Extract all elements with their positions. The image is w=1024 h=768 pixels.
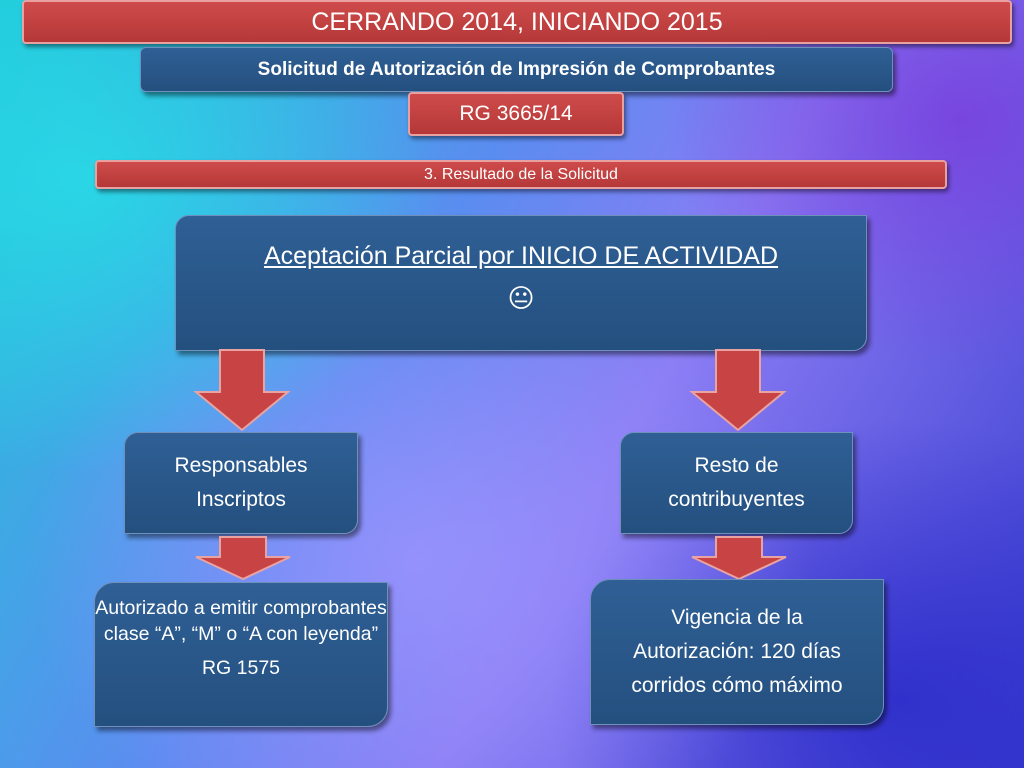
down-arrow-left-top: [194, 350, 290, 432]
slide-subtitle: Solicitud de Autorización de Impresión de Comprobantes: [140, 47, 893, 92]
rg-1575-text: RG 1575: [201, 657, 281, 679]
down-arrow-right-bottom: [690, 537, 788, 581]
down-arrow-right-top: [690, 350, 786, 432]
regulation-badge: RG 3665/14: [408, 92, 624, 136]
main-result-title: Aceptación Parcial por INICIO DE ACTIVIDAD: [263, 242, 779, 270]
neutral-face-icon: 😐: [507, 283, 535, 313]
autorizado-clase-a-box: [94, 582, 388, 727]
down-arrow-left-bottom: [194, 537, 292, 581]
vigencia-autorizacion-box: Vigencia de la Autorización: 120 días corridos cómo máximo: [590, 579, 884, 725]
section-heading: 3. Resultado de la Solicitud: [95, 160, 947, 189]
responsables-inscriptos-box: Responsables Inscriptos: [124, 432, 358, 534]
main-result-box: [175, 215, 867, 351]
autorizado-text: Autorizado a emitir comprobantes clase “A”, “M” o “A con leyenda”: [95, 597, 387, 645]
resto-contribuyentes-box: Resto de contribuyentes: [620, 432, 853, 534]
slide-title: CERRANDO 2014, INICIANDO 2015: [22, 0, 1012, 44]
